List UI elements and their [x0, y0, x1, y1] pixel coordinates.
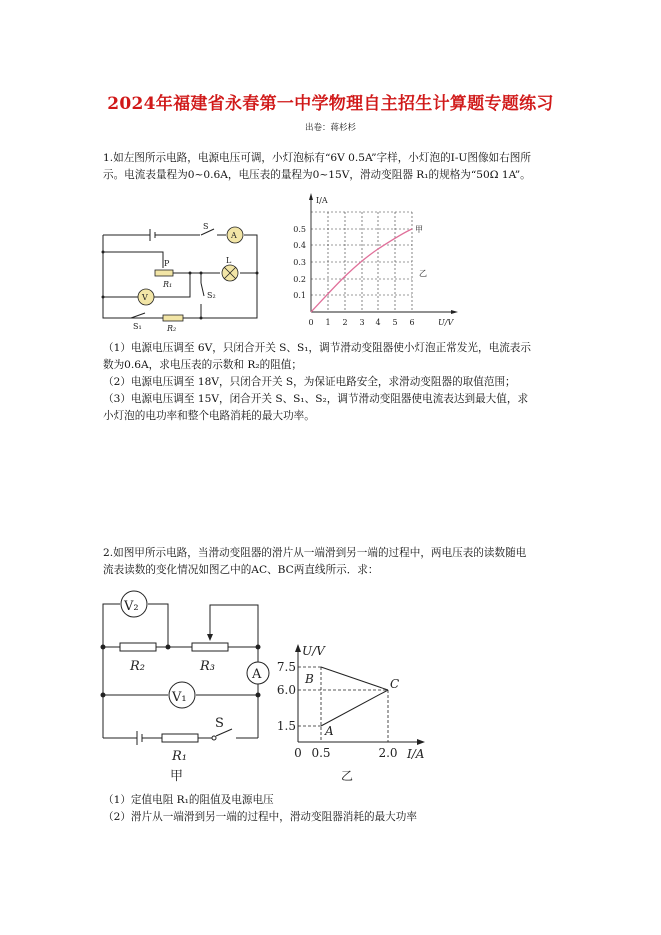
q1-ammeter-label: A [231, 231, 237, 240]
x-tick: 3 [359, 318, 365, 327]
x-tick: 5 [392, 318, 398, 327]
q2-ammeter-label: A [252, 667, 262, 682]
y-tick: 0.5 [293, 225, 306, 234]
x-tick: 0 [308, 318, 314, 327]
x-tick: 2.0 [378, 746, 398, 760]
x-tick: 0 [294, 746, 302, 760]
q1-curve-label-jia: 甲 [415, 225, 423, 234]
q1-stem-line: 1.如左图所示电路，电源电压可调，小灯泡标有“6V 0.5A”字样，小灯泡的I-U图像如右图所 [103, 152, 531, 164]
q1-voltmeter-label: V [142, 293, 148, 302]
q2-point-b: B [305, 672, 314, 686]
q2-part-line: （1）定值电阻 R₁的阻值及电源电压 [103, 794, 274, 806]
x-tick: 6 [409, 318, 415, 327]
q2-label-r2: R₂ [130, 659, 145, 674]
y-tick: 0.2 [293, 275, 306, 284]
q1-part-line: 数为0.6A，求电压表的示数和 R₂的阻值； [103, 359, 302, 371]
q2-caption-yi: 乙 [341, 769, 354, 783]
page-title: 2024年福建省永春第一中学物理自主招生计算题专题练习 [107, 94, 554, 114]
q1-part-line: （2）电源电压调至 18V，只闭合开关 S，为保证电路安全，求滑动变阻器的取值范围； [103, 376, 516, 388]
q2-voltmeter1-label: V₁ [172, 690, 187, 705]
y-tick: 0.3 [293, 258, 306, 267]
q1-curve-label-yi: 乙 [419, 269, 427, 278]
y-tick: 1.5 [276, 719, 296, 733]
q2-point-a: A [325, 724, 334, 738]
q2-xlabel: I/A [407, 747, 425, 761]
q2-ylabel: U/V [302, 644, 325, 658]
y-tick: 7.5 [276, 660, 296, 674]
q1-part-line: （3）电源电压调至 15V，闭合开关 S、S₁、S₂，调节滑动变阻器使电流表达到最大值，求 [103, 393, 529, 405]
q2-voltmeter2-label: V₂ [124, 599, 139, 614]
q1-stem-line: 示。电流表量程为0~0.6A，电压表的量程为0~15V，滑动变阻器 R₁的规格为“50Ω 1A”。 [103, 169, 531, 181]
y-tick: 0.1 [293, 291, 306, 300]
q1-xlabel: U/V [438, 318, 454, 327]
q2-caption-jia: 甲 [170, 769, 184, 784]
q1-part-line: 小灯泡的电功率和整个电路消耗的最大功率。 [103, 410, 315, 422]
q2-label-r1: R₁ [172, 749, 187, 764]
q1-label-s2: S₂ [207, 291, 216, 300]
q2-stem-line: 流表读数的变化情况如图乙中的AC、BC两直线所示．求： [103, 564, 379, 576]
q1-label-r2: R₂ [167, 324, 177, 333]
q2-label-s: S [215, 716, 224, 731]
q1-label-l: L [226, 256, 232, 265]
y-tick: 0.4 [293, 241, 306, 250]
y-tick: 6.0 [276, 683, 296, 697]
q1-label-p: P [164, 259, 170, 268]
x-tick: 1 [325, 318, 331, 327]
q2-parts [103, 792, 573, 826]
x-tick: 2 [342, 318, 348, 327]
q1-part-line: （1）电源电压调至 6V，只闭合开关 S、S₁，调节滑动变阻器使小灯泡正常发光，电流表示 [103, 342, 531, 354]
q2-stem-line: 2.如图甲所示电路，当滑动变阻器的滑片从一端滑到另一端的过程中，两电压表的读数随电 [103, 547, 527, 559]
x-tick: 4 [375, 318, 381, 327]
q1-label-s: S [203, 222, 209, 231]
q1-ylabel: I/A [316, 196, 328, 205]
q1-label-r1: R₁ [163, 280, 173, 289]
q2-label-r3: R₃ [200, 659, 215, 674]
x-tick: 0.5 [311, 746, 331, 760]
q2-point-c: C [390, 677, 400, 691]
q2-part-line: （2）滑片从一端滑到另一端的过程中，滑动变阻器消耗的最大功率 [103, 811, 417, 823]
author-line: 出卷：蒋杉杉 [304, 123, 356, 133]
q1-label-s1: S₁ [133, 322, 142, 331]
